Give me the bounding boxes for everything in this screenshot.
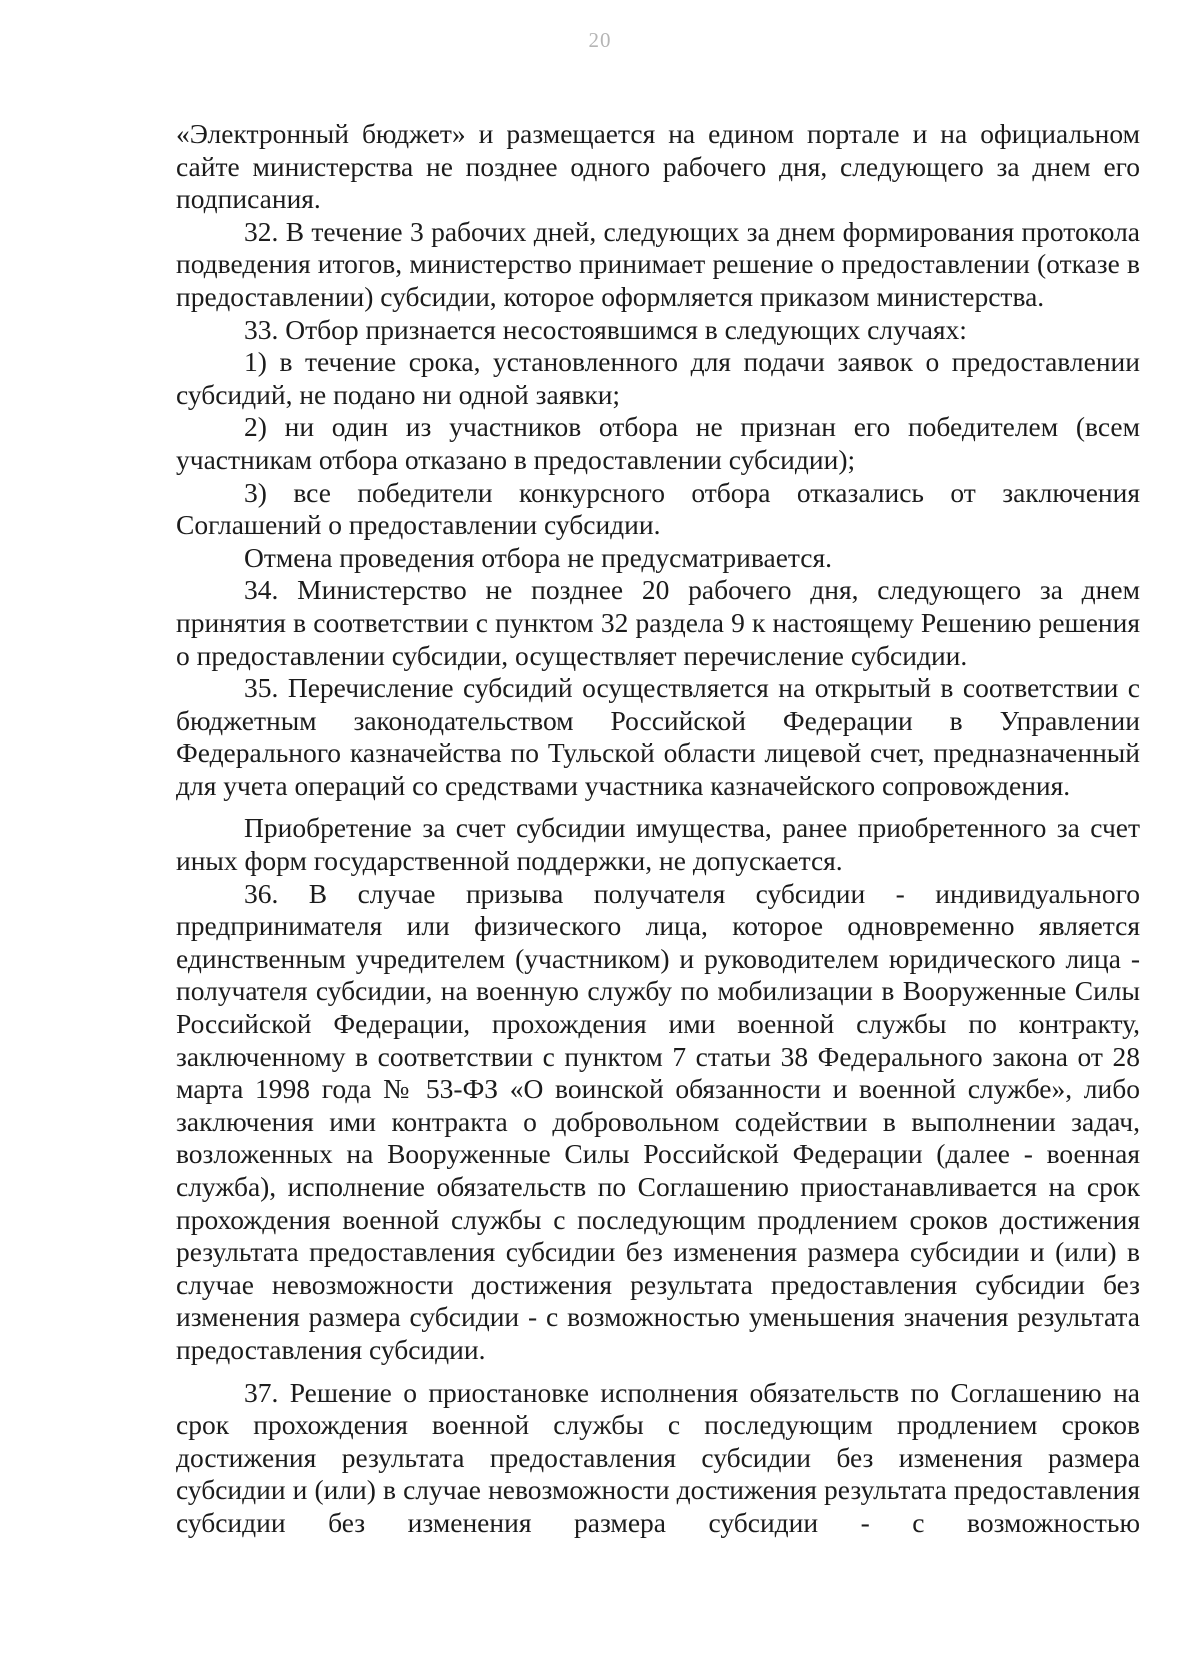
paragraph-item-34: 34. Министерство не позднее 20 рабочего дня, следующего за днем принятия в соответствии с пунктом 32 раздела 9 к настоящему Решению решения о предоставлении субсидии, осуществляет перечисление субсидии. (176, 574, 1140, 671)
paragraph-cancellation: Отмена проведения отбора не предусматривается. (244, 541, 833, 573)
document-body (176, 118, 1140, 1540)
paragraph-continuation: «Электронный бюджет» и размещается на едином портале и на официальном сайте министерства не позднее одного рабочего дня, следующего за днем его подписания. (176, 118, 1140, 215)
paragraph-property-acquisition: Приобретение за счет субсидии имущества, ранее приобретенного за счет иных форм государственной поддержки, не допускается. (176, 812, 1140, 877)
paragraph-item-35: 35. Перечисление субсидий осуществляется на открытый в соответствии с бюджетным законодательством Российской Федерации в Управлении Федерального казначейства по Тульской области лицевой счет, предназначенный для учета операций со средствами участника казначейского сопровождения. (176, 672, 1140, 801)
paragraph-subitem-2: 2) ни один из участников отбора не признан его победителем (всем участникам отбора отказано в предоставлении субсидии); (176, 411, 1140, 475)
paragraph-subitem-3: 3) все победители конкурсного отбора отказались от заключения Соглашений о предоставлении субсидии. (176, 476, 1140, 541)
paragraph-subitem-1: 1) в течение срока, установленного для подачи заявок о предоставлении субсидий, не подано ни одной заявки; (176, 346, 1140, 410)
paragraph-item-32: 32. В течение 3 рабочих дней, следующих за днем формирования протокола подведения итогов, министерство принимает решение о предоставлении (отказе в предоставлении) субсидии, которое оформляется приказом министерства. (176, 215, 1140, 312)
paragraph-item-33: 33. Отбор признается несостоявшимся в следующих случаях: (244, 313, 967, 345)
page-number: 20 (588, 28, 612, 52)
paragraph-item-36: 36. В случае призыва получателя субсидии - индивидуального предпринимателя или физического лица, которое одновременно является единственным учредителем (участником) и руководителем юридического лица - получателя субсидии, на военную службу по мобилизации в Вооруженные Силы Российской Федерации, прохождения ими военной службы по контракту, заключенному в соответствии с пунктом 7 статьи 38 Федерального закона от 28 марта 1998 года № 53-ФЗ «О воинской обязанности и военной службе», либо заключения ими контракта о добровольном содействии в выполнении задач, возложенных на Вооруженные Силы Российской Федерации (далее - военная служба), исполнение обязательств по Соглашению приостанавливается на срок прохождения военной службы с последующим продлением сроков достижения результата предоставления субсидии без изменения размера субсидии и (или) в случае невозможности достижения результата предоставления субсидии без изменения размера субсидии - с возможностью уменьшения значения результата предоставления субсидии. (176, 877, 1140, 1365)
paragraph-item-37: 37. Решение о приостановке исполнения обязательств по Соглашению на срок прохождения военной службы с последующим продлением сроков достижения результата предоставления субсидии без изменения размера субсидии и (или) в случае невозможности достижения результата предоставления субсидии без изменения размера субсидии - с возможностью (176, 1376, 1140, 1538)
